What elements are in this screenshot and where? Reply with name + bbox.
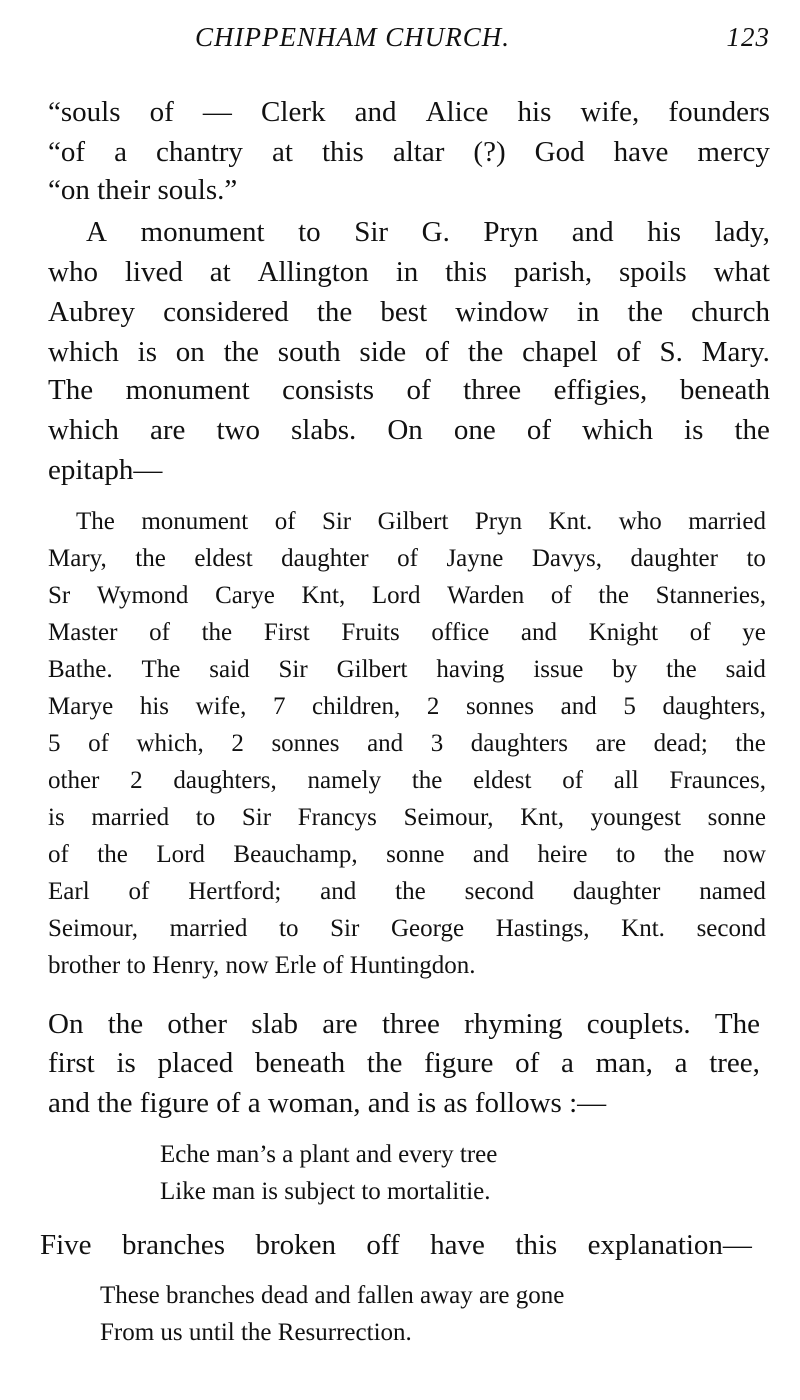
running-head: CHIPPENHAM CHURCH. <box>195 22 510 52</box>
verse-line: Like man is subject to mortalitie. <box>160 1178 491 1205</box>
page-header <box>195 22 770 56</box>
text-line: of the Lord Beauchamp, sonne and heire to the now <box>48 841 766 868</box>
text-line: epitaph— <box>48 454 163 486</box>
text-line: is married to Sir Francys Seimour, Knt, youngest sonne <box>48 804 766 831</box>
text-line: “souls of — Clerk and Alice his wife, founders <box>48 96 770 128</box>
text-line: Sr Wymond Carye Knt, Lord Warden of the Stanneries, <box>48 582 766 609</box>
text-line: Marye his wife, 7 children, 2 sonnes and 5 daughters, <box>48 693 766 720</box>
text-line: Mary, the eldest daughter of Jayne Davys, daughter to <box>48 545 766 572</box>
verse-line: Eche man’s a plant and every tree <box>160 1141 498 1168</box>
text-line: The monument consists of three effigies, beneath <box>48 374 770 406</box>
text-line: “on their souls.” <box>48 174 238 206</box>
text-line: Master of the First Fruits office and Knight of ye <box>48 619 766 646</box>
text-line: who lived at Allington in this parish, spoils what <box>48 256 770 288</box>
verse-line: From us until the Resurrection. <box>100 1319 412 1346</box>
text-line: “of a chantry at this altar (?) God have mercy <box>48 136 770 168</box>
text-line: other 2 daughters, namely the eldest of all Fraunces, <box>48 767 766 794</box>
text-line: The monument of Sir Gilbert Pryn Knt. who married <box>76 508 766 535</box>
text-line: first is placed beneath the figure of a man, a tree, <box>48 1047 760 1079</box>
text-line: Seimour, married to Sir George Hastings, Knt. second <box>48 915 766 942</box>
text-line: Earl of Hertford; and the second daughter named <box>48 878 766 905</box>
text-line: 5 of which, 2 sonnes and 3 daughters are dead; the <box>48 730 766 757</box>
verse-line: These branches dead and fallen away are gone <box>100 1282 565 1309</box>
text-line: and the figure of a woman, and is as follows :— <box>48 1087 607 1119</box>
text-line: which are two slabs. On one of which is the <box>48 414 770 446</box>
text-line: A monument to Sir G. Pryn and his lady, <box>86 216 770 248</box>
text-line: Bathe. The said Sir Gilbert having issue by the said <box>48 656 766 683</box>
text-line: Aubrey considered the best window in the church <box>48 296 770 328</box>
page-number: 123 <box>726 22 770 52</box>
text-line: Five branches broken off have this explanation— <box>40 1229 752 1261</box>
text-line: On the other slab are three rhyming couplets. The <box>48 1008 760 1040</box>
text-line: brother to Henry, now Erle of Huntingdon. <box>48 952 476 979</box>
text-line: which is on the south side of the chapel of S. Mary. <box>48 336 770 368</box>
